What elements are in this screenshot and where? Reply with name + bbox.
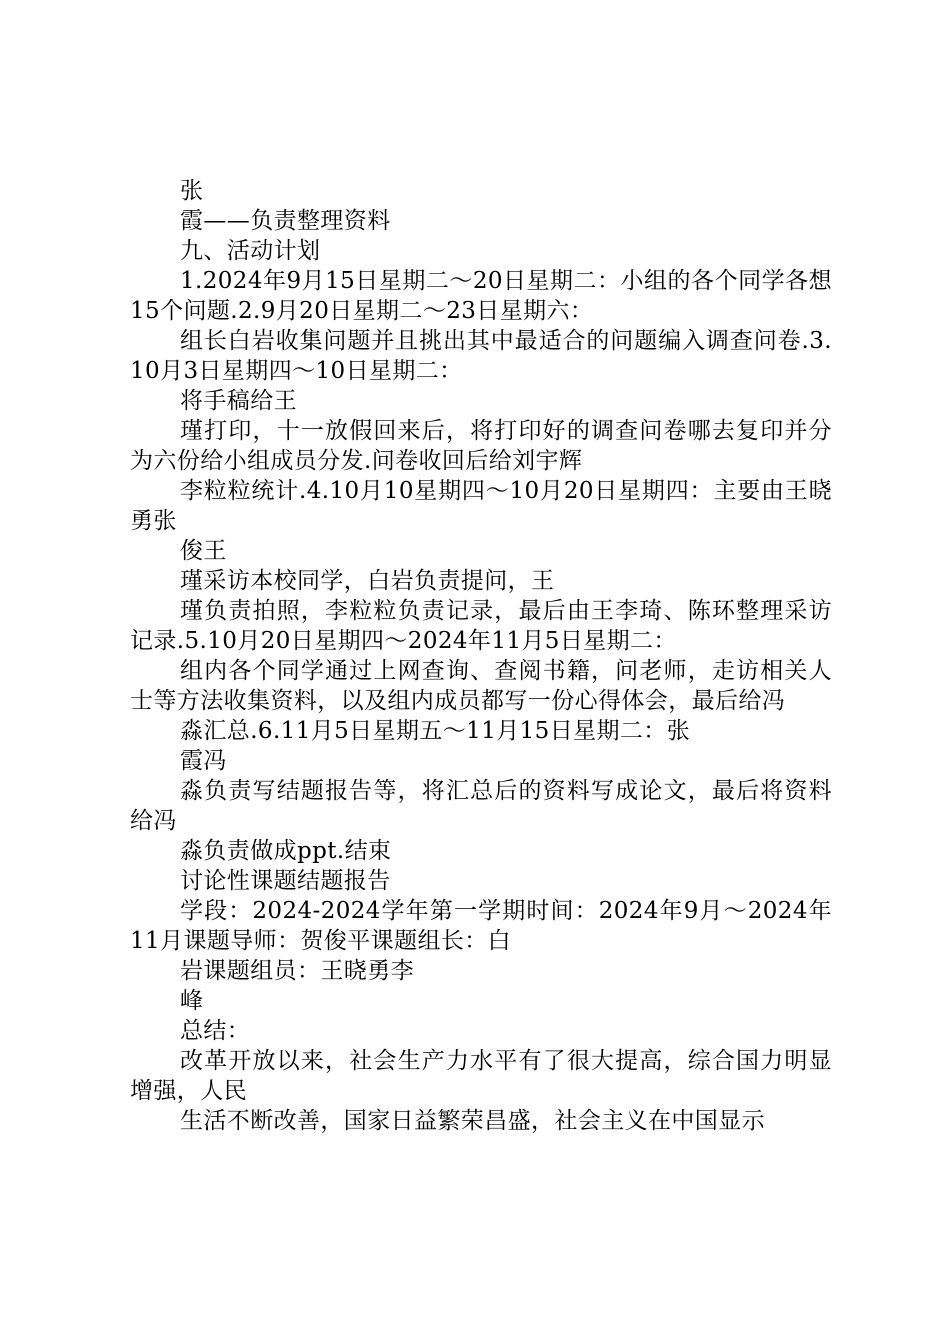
report-meta: 学段：2024-2024学年第一学期时间：2024年9月～2024年11月课题导师：贺俊平课题组长：白 <box>130 898 832 954</box>
paragraph-7: 瑾打印，十一放假回来后，将打印好的调查问卷哪去复印并分为六份给小组成员分发.问卷收回后给刘宇辉 <box>130 418 832 474</box>
document-body <box>130 176 832 1136</box>
paragraph-19: 岩课题组员：王晓勇李 <box>180 958 414 984</box>
summary-heading: 总结： <box>180 1018 251 1044</box>
paragraph-23: 生活不断改善，国家日益繁荣昌盛，社会主义在中国显示 <box>180 1108 765 1134</box>
paragraph-16: 淼负责做成ppt.结束 <box>180 838 392 864</box>
paragraph-plan-step-1: 1.2024年9月15日星期二～20日星期二：小组的各个同学各想15个问题.2.9月20日星期二～23日星期六： <box>130 268 832 324</box>
paragraph-12: 组内各个同学通过上网查询、查阅书籍，问老师，走访相关人士等方法收集资料，以及组内成员都写一份心得体会，最后给冯 <box>130 658 832 714</box>
paragraph-11: 瑾负责拍照，李粒粒负责记录，最后由王李琦、陈环整理采访记录.5.10月20日星期四～2024年11月5日星期二： <box>130 598 832 654</box>
paragraph-10: 瑾采访本校同学，白岩负责提问，王 <box>180 568 555 594</box>
paragraph-14: 霞冯 <box>180 748 227 774</box>
paragraph-13: 淼汇总.6.11月5日星期五～11月15日星期二：张 <box>180 718 691 744</box>
paragraph-1: 张 <box>180 178 204 204</box>
section-heading-activity-plan: 九、活动计划 <box>180 238 321 264</box>
paragraph-20: 峰 <box>180 988 204 1014</box>
paragraph-9: 俊王 <box>180 538 227 564</box>
paragraph-8: 李粒粒统计.4.10月10星期四～10月20日星期四：主要由王晓勇张 <box>130 478 832 534</box>
paragraph-22: 改革开放以来，社会生产力水平有了很大提高，综合国力明显增强，人民 <box>130 1048 832 1104</box>
paragraph-15: 淼负责写结题报告等，将汇总后的资料写成论文，最后将资料给冯 <box>130 778 832 834</box>
report-title: 讨论性课题结题报告 <box>180 868 391 894</box>
paragraph-2: 霞——负责整理资料 <box>180 208 391 234</box>
paragraph-plan-step-2: 组长白岩收集问题并且挑出其中最适合的问题编入调查问卷.3.10月3日星期四～10日星期二： <box>130 328 832 384</box>
paragraph-6: 将手稿给王 <box>180 388 297 414</box>
